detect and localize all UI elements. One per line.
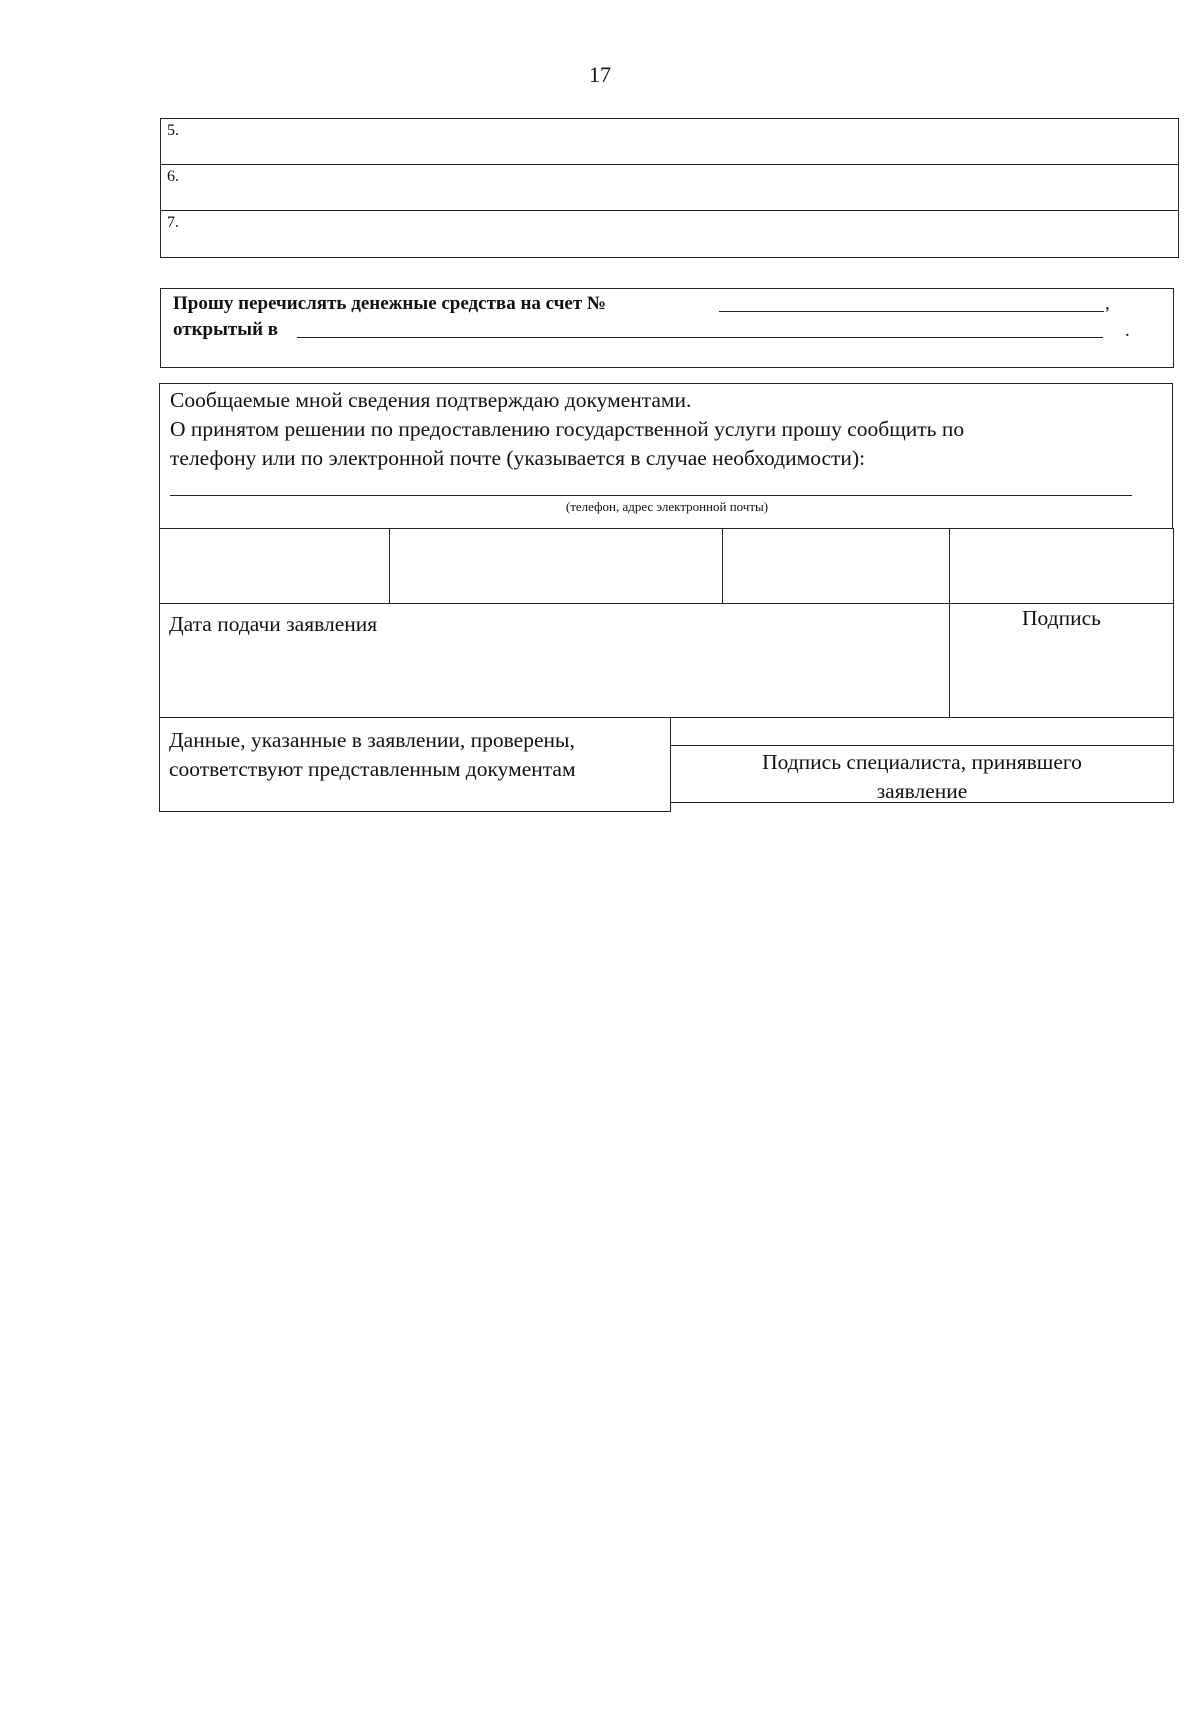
row-number: 7.: [167, 214, 179, 231]
specialist-label-line: Подпись специалиста, принявшего: [762, 750, 1082, 774]
bank-label: открытый в: [173, 319, 279, 340]
grid-line: [1173, 528, 1174, 803]
declaration-box: [159, 383, 1173, 528]
account-request-label: Прошу перечислять денежные средства на счет №: [173, 293, 607, 314]
contact-caption: (телефон, адрес электронной почты): [565, 499, 769, 514]
entry-cell[interactable]: [950, 529, 1173, 603]
declaration-line: телефону или по электронной почте (указывается в случае необходимости):: [170, 446, 866, 470]
declaration-line: О принятом решении по предоставлению государственной услуги прошу сообщить по: [170, 417, 965, 441]
specialist-label-line: заявление: [876, 779, 968, 803]
specialist-signature-label: [671, 748, 1173, 806]
verification-line: соответствуют представленным документам: [169, 757, 576, 781]
row-number: 6.: [167, 168, 179, 185]
entry-cell[interactable]: [723, 529, 949, 603]
comma: ,: [1105, 293, 1110, 314]
numbered-rows-table: [160, 118, 1179, 258]
table-row[interactable]: [161, 165, 1178, 211]
declaration-line: Сообщаемые мной сведения подтверждаю документами.: [170, 388, 692, 412]
declaration-text: [170, 386, 964, 473]
entry-cell[interactable]: [160, 529, 389, 603]
grid-line: [670, 745, 1174, 746]
submission-date-label: Дата подачи заявления: [169, 612, 378, 636]
verification-line: Данные, указанные в заявлении, проверены,: [169, 728, 575, 752]
table-row[interactable]: [161, 119, 1178, 165]
account-number-field[interactable]: [719, 311, 1104, 312]
period: .: [1125, 320, 1130, 341]
table-row[interactable]: [161, 211, 1178, 257]
specialist-signature-cell[interactable]: [671, 718, 1173, 745]
row-number: 5.: [167, 122, 179, 139]
signature-label: Подпись: [1022, 606, 1101, 630]
account-request-box: [160, 288, 1174, 368]
bank-name-field[interactable]: [297, 337, 1103, 338]
contact-field[interactable]: [170, 495, 1132, 496]
page-number: 17: [589, 62, 611, 87]
grid-line: [159, 811, 671, 812]
verification-text: [169, 726, 576, 784]
entry-cell[interactable]: [390, 529, 722, 603]
